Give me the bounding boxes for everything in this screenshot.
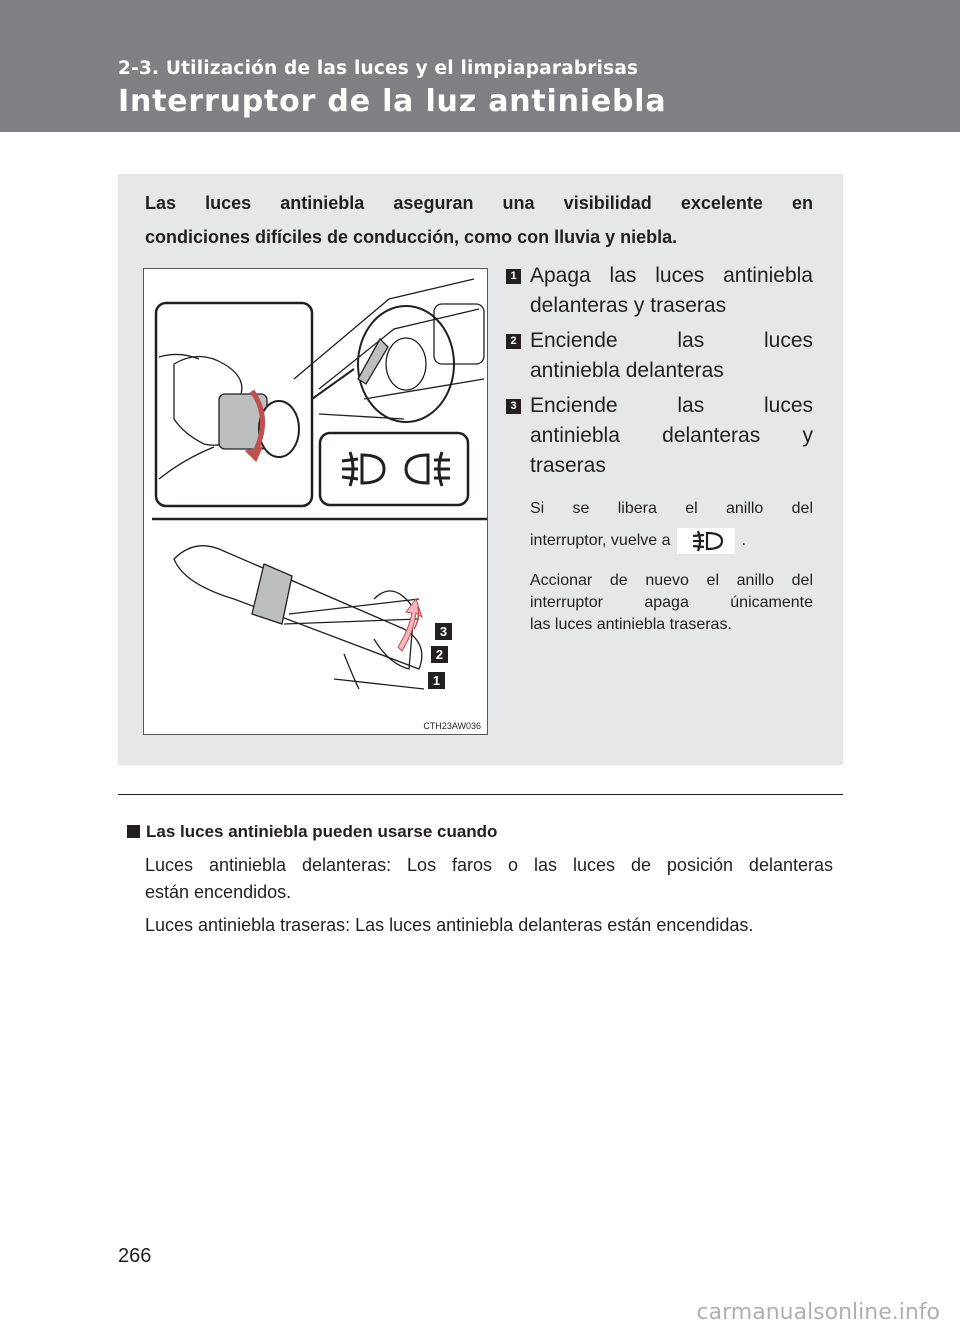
step-3-line-1: Enciende las luces xyxy=(530,394,813,417)
step-1-line-1: Apaga las luces antiniebla xyxy=(530,264,813,287)
step-badge-1: 1 xyxy=(506,269,521,284)
note-2-line-1: Accionar de nuevo el anillo del xyxy=(530,572,813,589)
fig-callout-2 xyxy=(431,646,448,663)
step-3-text xyxy=(530,391,813,481)
para-1-line-1: Luces antiniebla delanteras: Los faros o las luces de posición delanteras xyxy=(145,855,833,875)
section-label: 2-3. Utilización de las luces y el limpiaparabrisas xyxy=(118,58,639,79)
paragraph-rear-fog: Luces antiniebla traseras: Las luces antiniebla delanteras están encendidas. xyxy=(145,915,754,935)
note-release-ring xyxy=(530,496,813,554)
page-number: 266 xyxy=(118,1245,152,1267)
step-3-line-3: traseras xyxy=(530,454,606,477)
section-divider xyxy=(118,794,843,795)
paragraph-front-fog xyxy=(145,852,833,906)
step-2-text xyxy=(530,326,813,386)
rear-fog-light-icon xyxy=(406,452,450,486)
subsection-heading-text: Las luces antiniebla pueden usarse cuando xyxy=(146,822,498,841)
note-1-line-2-end: . xyxy=(741,532,746,550)
front-fog-inline-icon xyxy=(677,528,735,554)
watermark: carmanualsonline.info xyxy=(696,1300,940,1325)
figure-code: CTH23AW036 xyxy=(423,721,481,731)
fig-callout-1 xyxy=(428,672,445,689)
step-2-line-1: Enciende las luces xyxy=(530,329,813,352)
illustration-drawing xyxy=(144,269,488,735)
note-1-line-1: Si se libera el anillo del xyxy=(530,500,813,517)
fig-callout-2-label: 2 xyxy=(435,647,444,662)
note-1-line-2-text: interruptor, vuelve a xyxy=(530,532,671,550)
subsection-heading xyxy=(127,822,497,842)
note-2-line-3: las luces antiniebla traseras. xyxy=(530,616,732,633)
lever-body xyxy=(174,546,422,669)
step-1-text xyxy=(530,261,813,321)
front-fog-light-icon xyxy=(342,452,384,486)
intro-line-1: Las luces antiniebla aseguran una visibilidad excelente en xyxy=(145,193,813,213)
note-1-line-2 xyxy=(530,528,813,554)
step-badge-2: 2 xyxy=(506,334,521,349)
para-1-line-2: están encendidos. xyxy=(145,882,292,902)
step-badge-3: 3 xyxy=(506,399,521,414)
note-rear-off xyxy=(530,570,813,636)
page-title: Interruptor de la luz antiniebla xyxy=(118,84,667,119)
step-3-line-2: antiniebla delanteras y xyxy=(530,424,813,447)
bullet-square-icon xyxy=(127,825,140,838)
fog-switch-illustration xyxy=(143,268,488,735)
step-2-line-2: antiniebla delanteras xyxy=(530,359,724,382)
fig-callout-3 xyxy=(435,623,452,640)
intro-line-2: condiciones difíciles de conducción, como con lluvia y niebla. xyxy=(145,227,678,247)
fig-callout-3-label: 3 xyxy=(439,624,448,639)
note-2-line-2: interruptor apaga únicamente xyxy=(530,594,813,611)
step-1-line-2: delanteras y traseras xyxy=(530,294,727,317)
fig-callout-1-label: 1 xyxy=(432,673,441,688)
intro-text xyxy=(145,186,813,254)
